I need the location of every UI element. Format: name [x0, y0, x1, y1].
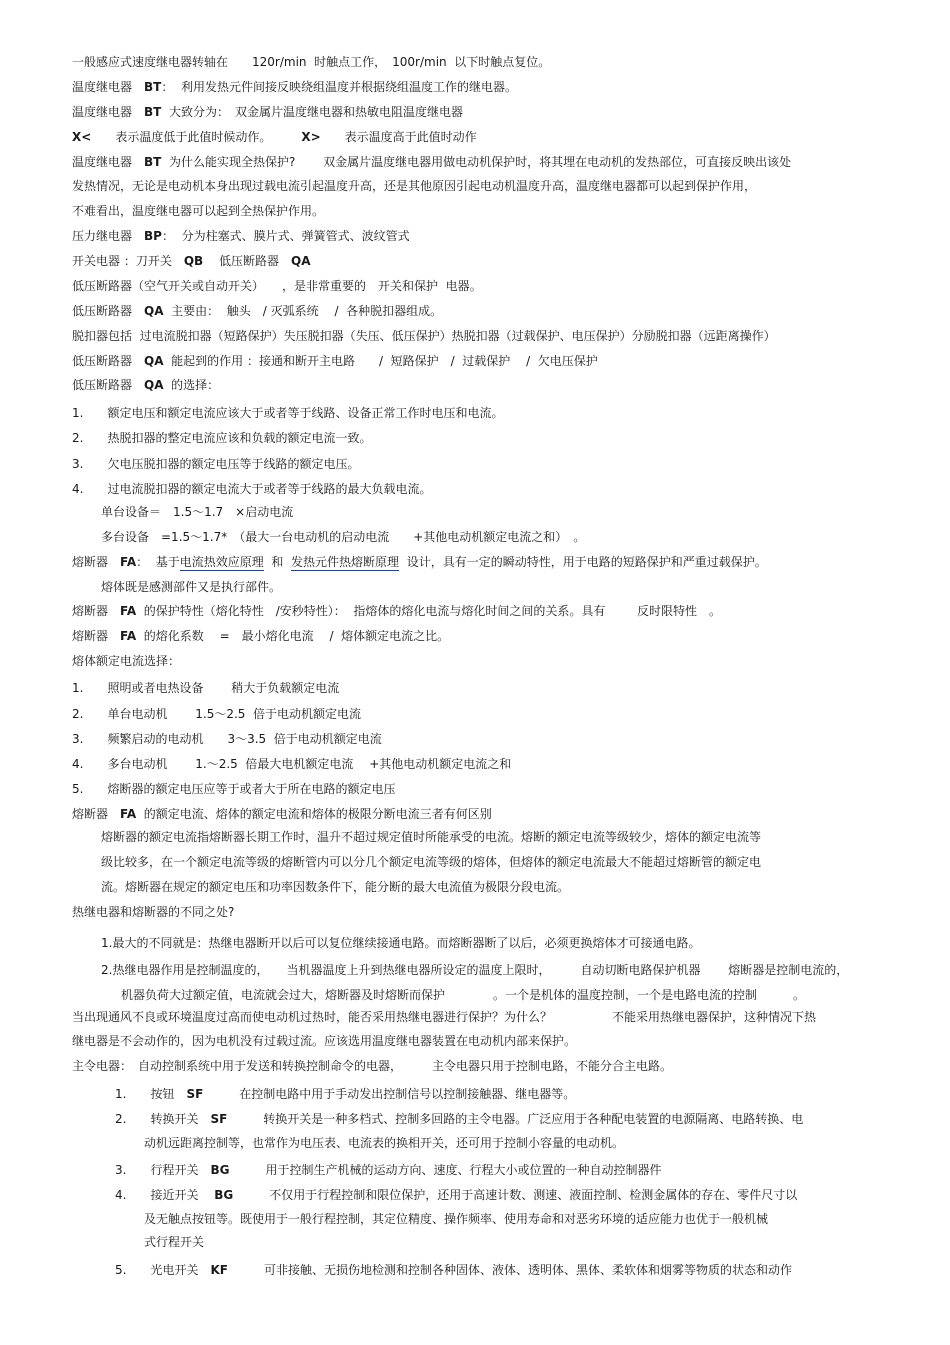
code-label: BT	[144, 105, 162, 119]
text-line: 2.热继电器作用是控制温度的， 当机器温度上升到热继电器所设定的温度上限时， 自动切断电路保护机器 熔断器是控制电流的，	[101, 963, 849, 977]
code-label: QA	[291, 254, 311, 268]
code-label: KF	[210, 1263, 228, 1277]
text-line: 低压断路器 QA 能起到的作用 ：接通和断开主电路 / 短路保护 / 过载保护 / 欠电压保护	[72, 354, 598, 368]
code-label: BG	[214, 1188, 234, 1202]
text-line: 低压断路器 QA 主要由： 触头 / 灭弧系统 / 各种脱扣器组成。	[72, 304, 443, 318]
list-item: 4. 接近开关 BG 不仅用于行程控制和限位保护，还用于高速计数、测速、液面控制、检测金属体的存在、零件尺寸以	[115, 1188, 798, 1202]
text-line: 单台设备＝ 1.5～1.7 ×启动电流	[101, 505, 294, 519]
text-line: 主令电器： 自动控制系统中用于发送和转换控制命令的电器， 主令电器只用于控制电路，不能分合主电路。	[72, 1059, 673, 1073]
list-item: 4. 过电流脱扣器的额定电流大于或者等于线路的最大负载电流。	[72, 482, 432, 496]
list-item: 2. 单台电动机 1.5～2.5 倍于电动机额定电流	[72, 707, 362, 721]
code-label: BT	[144, 155, 162, 169]
code-label: QB	[183, 254, 204, 268]
text-span: 熔断器 FA： 基于	[72, 555, 180, 569]
code-label: QA	[144, 304, 164, 318]
code-label: X<	[72, 130, 92, 144]
text-line: 熔体额定电流选择：	[72, 654, 181, 668]
list-item: 1. 按钮 SF 在控制电路中用于手动发出控制信号以控制接触器、继电器等。	[115, 1087, 576, 1101]
text-line: 不难看出，温度继电器可以起到全热保护作用。	[72, 204, 325, 218]
text-line: 熔断器的额定电流指熔断器长期工作时，温升不超过规定值时所能承受的电流。熔断的额定电流等级较少，熔体的额定电流等	[101, 830, 762, 844]
text-line: 多台设备 =1.5～1.7* （最大一台电动机的启动电流 +其他电动机额定电流之和） 。	[101, 530, 586, 544]
text-line: 温度继电器 BT 为什么能实现全热保护? 双金属片温度继电器用做电动机保护时，将其埋在电动机的发热部位，可直接反映出该处	[72, 155, 792, 169]
code-label: QA	[144, 354, 164, 368]
text-line: 1.最大的不同就是：热继电器断开以后可以复位继续接通电路。而熔断器断了以后，必须更换熔体才可接通电路。	[101, 936, 701, 950]
code-label: BT	[144, 80, 162, 94]
list-item: 2. 转换开关 SF 转换开关是一种多档式、控制多回路的主令电器。广泛应用于各种配电装置的电源隔离、电路转换、电	[115, 1112, 804, 1126]
list-item: 5. 熔断器的额定电压应等于或者大于所在电路的额定电压	[72, 782, 396, 796]
text-line: 热继电器和熔断器的不同之处?	[72, 905, 235, 919]
code-label: FA	[120, 604, 137, 618]
text-line: 脱扣器包括 过电流脱扣器（短路保护）失压脱扣器（失压、低压保护）热脱扣器（过载保护、电压保护）分励脱扣器（远距离操作）	[72, 329, 776, 343]
code-label: FA	[120, 555, 137, 569]
text-line: 机器负荷大过额定值，电流就会过大，熔断器及时熔断而保护 。一个是机体的温度控制，一个是电路电流的控制 。	[121, 988, 806, 1002]
text-line: 温度继电器 BT： 利用发热元件间接反映绕组温度并根据绕组温度工作的继电器。	[72, 80, 517, 94]
text-line: 流。熔断器在规定的额定电压和功率因数条件下，能分断的最大电流值为极限分段电流。	[101, 880, 570, 894]
text-line: 及无触点按钮等。既使用于一般行程控制，其定位精度、操作频率、使用寿命和对恶劣环境的适应能力也优于一般机械	[144, 1212, 769, 1226]
underlined-term: 发热元件热熔断原理	[291, 555, 400, 569]
text-line: 继电器是不会动作的，因为电机没有过载过流。应该选用温度继电器装置在电动机内部来保护。	[72, 1034, 577, 1048]
text-line: 温度继电器 BT 大致分为： 双金属片温度继电器和热敏电阻温度继电器	[72, 105, 463, 119]
text-line: 低压断路器（空气开关或自动开关） ，是非常重要的 开关和保护 电器。	[72, 279, 482, 293]
code-label: X>	[301, 130, 321, 144]
code-label: SF	[210, 1112, 228, 1126]
list-item: 3. 行程开关 BG 用于控制生产机械的运动方向、速度、行程大小或位置的一种自动控制器件	[115, 1163, 662, 1177]
text-line: 开关电器 ：刀开关 QB 低压断路器 QA	[72, 254, 311, 268]
text-line: 熔体既是感测部件又是执行部件。	[101, 580, 282, 594]
text-line: 级比较多，在一个额定电流等级的熔断管内可以分几个额定电流等级的熔体，但熔体的额定电流最大不能超过熔断管的额定电	[101, 855, 762, 869]
text-line: 熔断器 FA 的保护特性（熔化特性 /安秒特性）： 指熔体的熔化电流与熔化时间之间的关系。具有 反时限特性 。	[72, 604, 722, 618]
text-line: 熔断器 FA 的熔化系数 = 最小熔化电流 / 熔体额定电流之比。	[72, 629, 450, 643]
code-label: BG	[210, 1163, 230, 1177]
list-item: 3. 频繁启动的电动机 3～3.5 倍于电动机额定电流	[72, 732, 382, 746]
code-label: BP	[144, 229, 162, 243]
code-label: FA	[120, 629, 137, 643]
text-span: 设计，具有一定的瞬动特性，用于电路的短路保护和严重过载保护。	[399, 555, 767, 569]
code-label: FA	[120, 807, 137, 821]
text-line: 发热情况，无论是电动机本身出现过载电流引起温度升高，还是其他原因引起电动机温度升高，温度继电器都可以起到保护作用，	[72, 179, 757, 193]
text-span: 和	[263, 555, 292, 569]
list-item: 1. 照明或者电热设备 稍大于负载额定电流	[72, 681, 340, 695]
text-line	[72, 554, 767, 570]
list-item: 1. 额定电压和额定电流应该大于或者等于线路、设备正常工作时电压和电流。	[72, 406, 504, 420]
text-line: 低压断路器 QA 的选择：	[72, 378, 220, 392]
code-label: SF	[186, 1087, 204, 1101]
underlined-term: 电流热效应原理	[179, 555, 264, 569]
text-line: 压力继电器 BP： 分为柱塞式、膜片式、弹簧管式、波纹管式	[72, 229, 410, 243]
text-line: 动机远距离控制等，也常作为电压表、电流表的换相开关，还可用于控制小容量的电动机。	[144, 1136, 625, 1150]
text-line: X< 表示温度低于此值时候动作。 X> 表示温度高于此值时动作	[72, 130, 477, 144]
text-line: 式行程开关	[144, 1235, 205, 1249]
list-item: 4. 多台电动机 1.～2.5 倍最大电机额定电流 +其他电动机额定电流之和	[72, 757, 512, 771]
text-line: 熔断器 FA 的额定电流、熔体的额定电流和熔体的极限分断电流三者有何区别	[72, 807, 492, 821]
list-item: 2. 热脱扣器的整定电流应该和负载的额定电流一致。	[72, 431, 372, 445]
text-line: 一般感应式速度继电器转轴在 120r/min 时触点工作， 100r/min 以下时触点复位。	[72, 55, 551, 69]
text-line: 当出现通风不良或环境温度过高而使电动机过热时，能否采用热继电器进行保护？为什么？ 不能采用热继电器保护，这种情况下热	[72, 1010, 817, 1024]
code-label: QA	[144, 378, 164, 392]
list-item: 3. 欠电压脱扣器的额定电压等于线路的额定电压。	[72, 457, 360, 471]
list-item: 5. 光电开关 KF 可非接触、无损伤地检测和控制各种固体、液体、透明体、黑体、柔软体和烟雾等物质的状态和动作	[115, 1263, 792, 1277]
